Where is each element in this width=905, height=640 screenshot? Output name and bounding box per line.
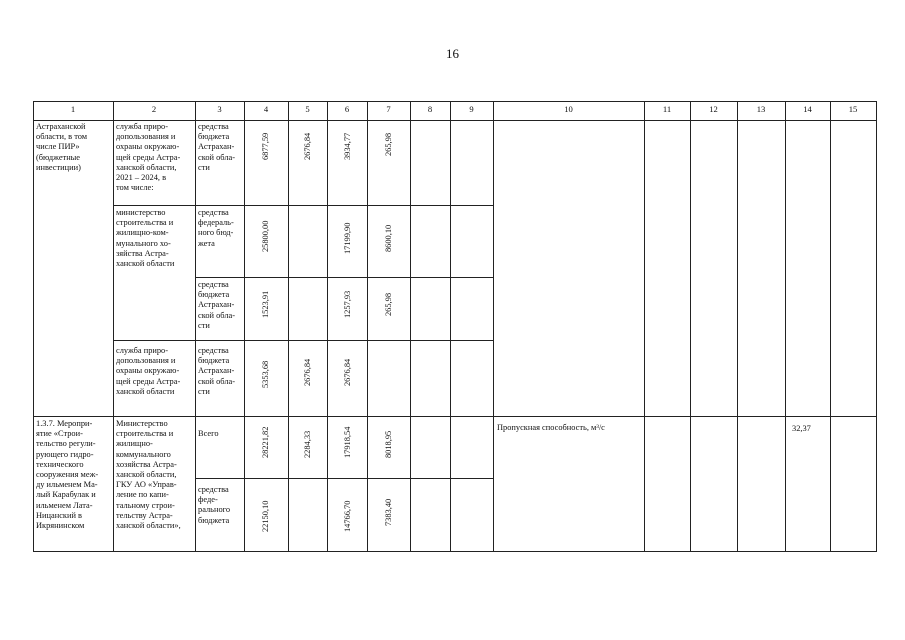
row6-col3-text: средства феде- рального бюджета [198, 485, 231, 525]
row5-col4-value: 28221,82 [261, 426, 270, 458]
row4-col5-value: 2676,84 [303, 358, 312, 386]
header-col-13: 13 [756, 104, 766, 114]
header-col-2: 2 [151, 104, 157, 114]
header-col-15: 15 [848, 104, 858, 114]
col-border [410, 101, 411, 551]
row2-col4-value: 25800,00 [261, 220, 270, 252]
row4-col6-value: 2676,84 [343, 358, 352, 386]
row1-col2-text: служба приро- допользования и охраны окружаю- щей среды Астра- ханской области, 2021 – 2024, в том числе: [116, 122, 181, 193]
row1-col7-value: 265,98 [384, 132, 393, 156]
row1-col6-value: 3934,77 [343, 132, 352, 160]
col-border [367, 101, 368, 551]
table-top-border [33, 101, 877, 102]
col-border [450, 101, 451, 551]
row2-col6-value: 17199,90 [343, 222, 352, 254]
row3-col7-value: 265,98 [384, 292, 393, 316]
header-col-1: 1 [70, 104, 76, 114]
row5-col6-value: 17918,54 [343, 426, 352, 458]
row5-col5-value: 2284,33 [303, 430, 312, 458]
row4-col3-text: средства бюджета Астрахан- ской обла- сти [198, 346, 236, 396]
row-divider [113, 340, 493, 341]
row5-col10-text: Пропускная способность, м³/с [497, 423, 605, 432]
row-divider [113, 205, 493, 206]
header-col-8: 8 [427, 104, 433, 114]
col-border [288, 101, 289, 551]
row1-col4-value: 6877,59 [261, 132, 270, 160]
row1-col3-text: средства бюджета Астрахан- ской обла- сти [198, 122, 236, 172]
col-border [493, 101, 494, 551]
col-border [644, 101, 645, 551]
row5-col3-text: Всего [198, 429, 219, 438]
header-bottom-border [33, 120, 877, 121]
header-col-4: 4 [263, 104, 269, 114]
row6-col7-value: 7383,40 [384, 498, 393, 526]
row2-col3-text: средства федераль- ного бюд- жета [198, 208, 234, 248]
col-border [785, 101, 786, 551]
col-border [830, 101, 831, 551]
header-col-6: 6 [344, 104, 350, 114]
col-border [327, 101, 328, 551]
col-border [195, 101, 196, 551]
col-border [737, 101, 738, 551]
row4-col4-value: 5353,68 [261, 360, 270, 388]
col-border [876, 101, 877, 551]
header-col-9: 9 [469, 104, 474, 114]
header-col-3: 3 [217, 104, 222, 114]
col-border [33, 101, 34, 551]
header-col-12: 12 [709, 104, 718, 114]
row-divider [195, 277, 493, 278]
row1-col5-value: 2676,84 [303, 132, 312, 160]
row3-col6-value: 1257,93 [343, 290, 352, 318]
table-bottom-border [33, 551, 877, 552]
header-col-14: 14 [803, 104, 812, 114]
row5-col2-text: Министерство строительства и жилищно- коммунального хозяйства Астра- ханской области, ГКУ АО «Управ- ление по капи- тальному строи- тельству Астра- ханской области», [116, 419, 181, 531]
row3-col3-text: средства бюджета Астрахан- ской обла- сти [198, 280, 236, 330]
row5-col7-value: 8018,95 [384, 430, 393, 458]
row1-col1-text: Астраханской области, в том числе ПИР» (бюджетные инвестиции) [36, 122, 88, 172]
row2-col2-text: министерство строительства и жилищно-ком- мунального хо- зяйства Астра- ханской области [116, 208, 175, 269]
header-col-7: 7 [386, 104, 391, 114]
row4-col2-text: служба приро- допользования и охраны окружаю- щей среды Астра- ханской области [116, 346, 181, 396]
row-divider [195, 478, 493, 479]
row5-col1-text: 1.3.7. Меропри- ятие «Строи- тельство регули- рующего гидро- технического сооружения меж- ду ильменем Ма- лый Карабулак и ильменем Лата- Ницанский в Икрянинском [36, 419, 99, 531]
row6-col6-value: 14766,70 [343, 500, 352, 532]
header-col-5: 5 [305, 104, 310, 114]
header-col-10: 10 [564, 104, 573, 114]
row6-col4-value: 22150,10 [261, 500, 270, 532]
row3-col4-value: 1523,91 [261, 290, 270, 318]
page-number: 16 [446, 46, 459, 61]
row-divider [33, 416, 877, 417]
col-border [244, 101, 245, 551]
row5-col14-value: 32,37 [792, 424, 811, 433]
header-col-11: 11 [662, 104, 672, 114]
col-border [690, 101, 691, 551]
row2-col7-value: 8600,10 [384, 224, 393, 252]
col-border [113, 101, 114, 551]
